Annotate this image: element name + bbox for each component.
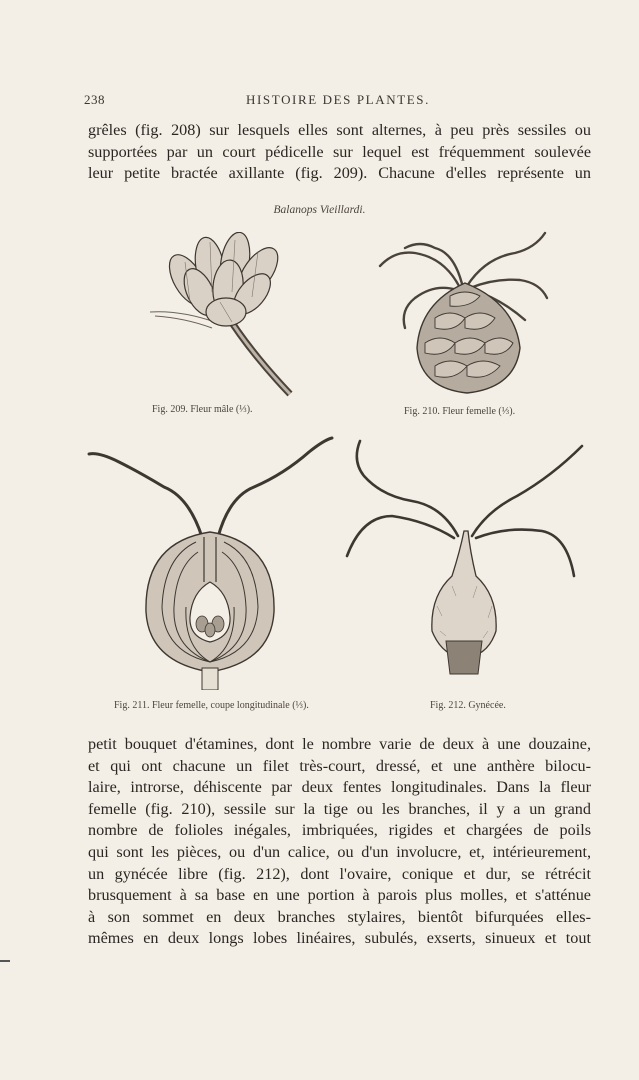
- text-line: femelle (fig. 210), sessile sur la tige ou les branches, il y a un grand: [88, 799, 591, 818]
- bottom-paragraph: [88, 734, 591, 950]
- text-line: brusquement à sa base en une portion à parois plus molles, et s'atténue: [88, 886, 591, 905]
- running-title: HISTOIRE DES PLANTES.: [246, 92, 430, 107]
- text-line: grêles (fig. 208) sur lesquels elles sont alternes, à peu près sessiles ou: [88, 121, 591, 139]
- text-line: et qui ont chacune un filet très-court, dressé, et une anthère bilocu-: [88, 756, 591, 775]
- text-line: mêmes en deux longs lobes linéaires, subulés, exserts, sinueux et tout: [88, 929, 591, 948]
- top-paragraph: [88, 120, 591, 185]
- text-line: leur petite bractée axillante (fig. 209). Chacune d'elles représente un: [88, 164, 591, 183]
- fig-209-male-flower-illustration: [140, 232, 310, 402]
- fig-211-longitudinal-section-illustration: [84, 432, 336, 690]
- text-line: supportées par un court pédicelle sur lequel est fréquemment soulevée: [88, 142, 591, 161]
- fig-210-caption: Fig. 210. Fleur femelle (⅓).: [404, 406, 516, 417]
- text-line: laire, introrse, déhiscente par deux fentes longitudinales. Dans la fleur: [88, 778, 591, 797]
- text-line: nombre de folioles inégales, imbriquées, rigides et chargées de poils: [88, 821, 591, 840]
- page-number: 238: [84, 92, 105, 107]
- fig-211-caption: Fig. 211. Fleur femelle, coupe longitudinale (⅓).: [114, 700, 309, 711]
- text-line: petit bouquet d'étamines, dont le nombre varie de deux à une douzaine,: [88, 735, 591, 753]
- fig-210-female-flower-illustration: [375, 228, 555, 400]
- fig-209-caption: Fig. 209. Fleur mâle (⅓).: [152, 404, 253, 415]
- plate-title: Balanops Vieillardi.: [273, 204, 366, 216]
- fig-212-caption: Fig. 212. Gynécée.: [430, 700, 506, 711]
- fig-212-gynoecium-illustration: [342, 436, 588, 678]
- text-line: à son sommet en deux branches stylaires, bientôt bifurquées elles-: [88, 907, 591, 926]
- text-line: qui sont les pièces, ou d'un calice, ou d'un involucre, et, intérieurement,: [88, 842, 591, 861]
- margin-mark: [0, 960, 10, 962]
- text-line: un gynécée libre (fig. 212), dont l'ovaire, conique et dur, se rétrécit: [88, 864, 591, 883]
